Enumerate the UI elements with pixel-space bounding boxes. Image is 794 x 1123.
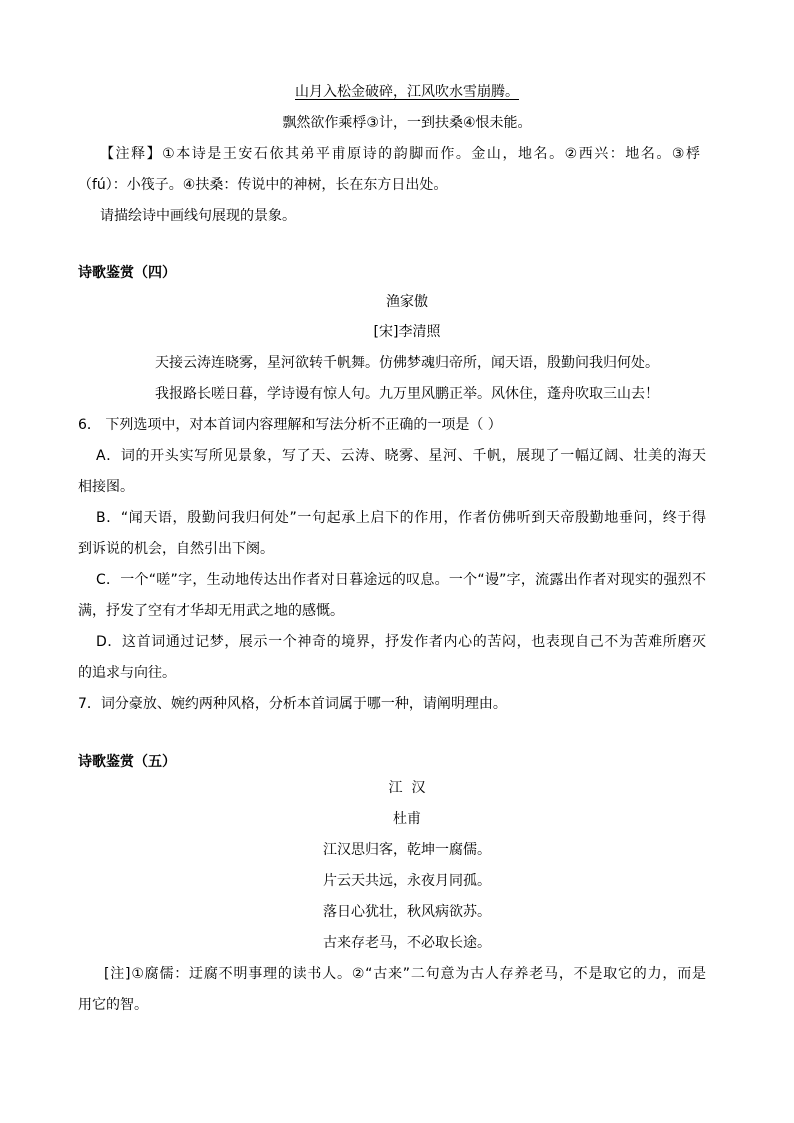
option-a: A．词的开头实写所见景象，写了天、云涛、晓雾、星河、千帆，展现了一幅辽阔、壮美的海天 bbox=[96, 448, 706, 464]
option-a-cont: 相接图。 bbox=[78, 479, 134, 495]
poem-title: 渔家傲 bbox=[386, 294, 428, 310]
poem-title: 江 汉 bbox=[388, 780, 426, 796]
option-c-cont: 满，抒发了空有才华却无用武之地的感慨。 bbox=[78, 603, 344, 619]
poem-line: 飘然欲作乘桴③计，一到扶桑④恨未能。 bbox=[282, 115, 532, 131]
section-heading: 诗歌鉴赏（五） bbox=[78, 754, 176, 770]
annotation-line: 用它的智。 bbox=[78, 997, 148, 1013]
question-7: 7．词分豪放、婉约两种风格，分析本首词属于哪一种，请阐明理由。 bbox=[78, 696, 507, 712]
option-d-cont: 的追求与向往。 bbox=[78, 665, 176, 681]
option-b: B．“闻天语，殷勤问我归何处”一句起承上启下的作用，作者仿佛听到天帝殷勤地垂问，终于得 bbox=[96, 510, 706, 526]
option-b-cont: 到诉说的机会，自然引出下阕。 bbox=[78, 541, 274, 557]
annotation-line: （fú）：小筏子。④扶桑：传说中的神树，长在东方日出处。 bbox=[78, 177, 448, 193]
poem-author: 杜甫 bbox=[393, 811, 421, 827]
poem-line: 江汉思归客，乾坤一腐儒。 bbox=[323, 842, 491, 858]
option-c: C．一个“嗟”字，生动地传达出作者对日暮途远的叹息。一个“谩”字，流露出作者对现实的强烈不 bbox=[96, 572, 706, 588]
poem-line: 片云天共远，永夜月同孤。 bbox=[323, 873, 491, 889]
annotation-line: [注]①腐儒：迂腐不明事理的读书人。②“古来”二句意为古人存养老马，不是取它的力，而是 bbox=[104, 966, 706, 982]
poem-author: [宋]李清照 bbox=[373, 324, 441, 340]
section-heading: 诗歌鉴赏（四） bbox=[78, 265, 176, 281]
annotation-line: 【注释】①本诗是王安石依其弟平甫原诗的韵脚而作。金山，地名。②西兴：地名。③桴 bbox=[100, 146, 700, 162]
poem-line: 古来存老马，不必取长途。 bbox=[323, 935, 491, 951]
poem-line: 我报路长嗟日暮，学诗谩有惊人句。九万里风鹏正举。风休住，蓬舟吹取三山去！ bbox=[155, 386, 659, 402]
poem-line: 落日心犹壮，秋风病欲苏。 bbox=[323, 904, 491, 920]
question-6: 6． 下列选项中，对本首词内容理解和写法分析不正确的一项是（ ） bbox=[78, 417, 502, 433]
poem-line-underlined: 山月入松金破碎，江风吹水雪崩腾。 bbox=[295, 84, 519, 100]
question-text: 请描绘诗中画线句展现的景象。 bbox=[100, 208, 296, 224]
option-d: D．这首词通过记梦，展示一个神奇的境界，抒发作者内心的苦闷，也表现自己不为苦难所磨灭 bbox=[96, 634, 706, 650]
poem-line: 天接云涛连晓雾，星河欲转千帆舞。仿佛梦魂归帝所，闻天语，殷勤问我归何处。 bbox=[155, 355, 659, 371]
